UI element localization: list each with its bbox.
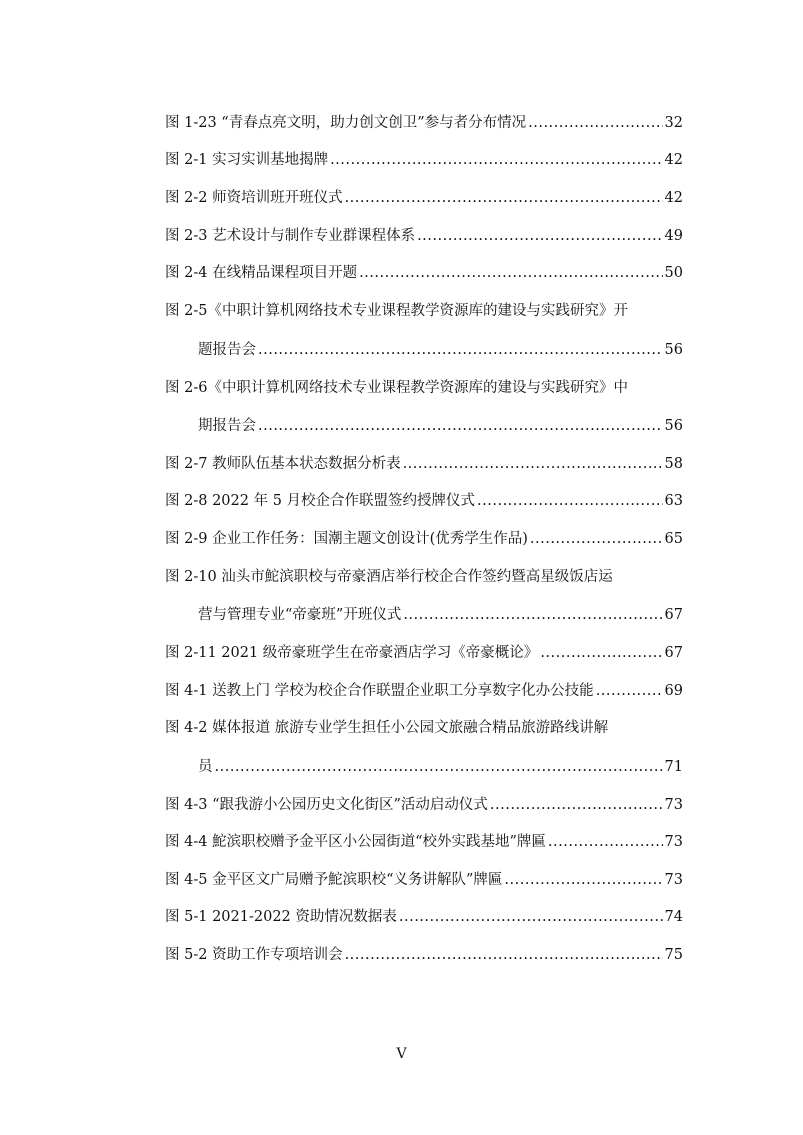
- entry-label: 图 2-2 师资培训班开班仪式: [165, 190, 343, 206]
- toc-entry-continuation[interactable]: [198, 339, 683, 361]
- entry-page: 63: [664, 493, 683, 509]
- toc-entry[interactable]: [165, 794, 683, 816]
- dot-leader: [417, 225, 662, 247]
- entry-label: 图 4-5 金平区文广局赠予鮀滨职校“义务讲解队”牌匾: [165, 872, 503, 888]
- entry-label: 员: [198, 759, 213, 775]
- toc-entry[interactable]: [165, 869, 683, 891]
- entry-page: 73: [664, 834, 683, 850]
- entry-label: 图 2-3 艺术设计与制作专业群课程体系: [165, 228, 416, 244]
- entry-page: 73: [664, 797, 683, 813]
- entry-label: 图 2-11 2021 级帝豪班学生在帝豪酒店学习《帝豪概论》: [165, 645, 539, 661]
- dot-leader: [345, 944, 663, 966]
- entry-label: 图 2-7 教师队伍基本状态数据分析表: [165, 456, 401, 472]
- entry-label: 图 4-4 鮀滨职校赠予金平区小公园街道“校外实践基地”牌匾: [165, 834, 546, 850]
- entry-label: 图 2-6《中职计算机网络技术专业课程教学资源库的建设与实践研究》中: [165, 380, 628, 396]
- entry-page: 58: [664, 456, 683, 472]
- toc-entry[interactable]: [165, 187, 683, 209]
- dot-leader: [540, 642, 662, 664]
- toc-entry[interactable]: [165, 149, 683, 171]
- entry-page: 49: [664, 228, 683, 244]
- entry-page: 42: [664, 190, 683, 206]
- toc-entry[interactable]: [165, 642, 683, 664]
- dot-leader: [528, 112, 662, 134]
- toc-entry[interactable]: [165, 490, 683, 512]
- dot-leader: [258, 415, 663, 437]
- entry-label: 图 2-9 企业工作任务：国潮主题文创设计(优秀学生作品): [165, 531, 528, 547]
- entry-page: 71: [664, 759, 683, 775]
- dot-leader: [258, 339, 663, 361]
- entry-page: 50: [664, 265, 683, 281]
- dot-leader: [215, 756, 663, 778]
- toc-entry[interactable]: [165, 680, 683, 702]
- entry-label: 图 4-1 送教上门 学校为校企合作联盟企业职工分享数字化办公技能: [165, 683, 594, 699]
- entry-page: 74: [664, 909, 683, 925]
- entry-page: 42: [664, 152, 683, 168]
- toc-entry[interactable]: [165, 944, 683, 966]
- toc-entry[interactable]: [165, 225, 683, 247]
- entry-label: 图 1-23 “青春点亮文明，助力创文创卫”参与者分布情况: [165, 115, 527, 131]
- dot-leader: [403, 453, 663, 475]
- entry-label: 图 2-8 2022 年 5 月校企合作联盟签约授牌仪式: [165, 493, 476, 509]
- entry-label: 图 5-1 2021-2022 资助情况数据表: [165, 909, 397, 925]
- entry-page: 75: [664, 947, 683, 963]
- dot-leader: [399, 906, 663, 928]
- toc-entry-continuation[interactable]: [198, 756, 683, 778]
- toc-entry[interactable]: [165, 262, 683, 284]
- entry-label: 图 2-5《中职计算机网络技术专业课程教学资源库的建设与实践研究》开: [165, 303, 628, 319]
- dot-leader: [596, 680, 663, 702]
- dot-leader: [359, 262, 662, 284]
- entry-label: 营与管理专业“帝豪班”开班仪式: [198, 607, 402, 623]
- page-folio: V: [396, 1046, 407, 1062]
- dot-leader: [403, 604, 662, 626]
- entry-label: 图 4-2 媒体报道 旅游专业学生担任小公园文旅融合精品旅游路线讲解: [165, 720, 609, 736]
- dot-leader: [477, 490, 663, 512]
- dot-leader: [530, 528, 663, 550]
- entry-label: 图 2-1 实习实训基地揭牌: [165, 152, 329, 168]
- entry-page: 32: [664, 115, 683, 131]
- entry-label: 期报告会: [198, 418, 256, 434]
- entry-page: 67: [664, 645, 683, 661]
- entry-page: 69: [664, 683, 683, 699]
- entry-page: 56: [664, 418, 683, 434]
- entry-page: 67: [664, 607, 683, 623]
- entry-label: 图 2-4 在线精品课程项目开题: [165, 265, 358, 281]
- toc-entry[interactable]: [165, 300, 683, 322]
- dot-leader: [504, 869, 662, 891]
- toc-entry[interactable]: [165, 717, 683, 739]
- toc-entry[interactable]: [165, 831, 683, 853]
- entry-label: 图 2-10 汕头市鮀滨职校与帝豪酒店举行校企合作签约暨高星级饭店运: [165, 569, 613, 585]
- dot-leader: [490, 794, 663, 816]
- entry-page: 56: [664, 342, 683, 358]
- entry-page: 65: [664, 531, 683, 547]
- toc-entry[interactable]: [165, 377, 683, 399]
- entry-page: 73: [664, 872, 683, 888]
- entry-label: 图 5-2 资助工作专项培训会: [165, 947, 343, 963]
- entry-label: 图 4-3 “跟我游小公园历史文化街区”活动启动仪式: [165, 797, 488, 813]
- toc-entry[interactable]: [165, 453, 683, 475]
- toc-entry[interactable]: [165, 528, 683, 550]
- entry-label: 题报告会: [198, 342, 256, 358]
- toc-entry-continuation[interactable]: [198, 415, 683, 437]
- dot-leader: [330, 149, 662, 171]
- dot-leader: [548, 831, 663, 853]
- toc-entry[interactable]: [165, 112, 683, 134]
- toc-entry[interactable]: [165, 566, 683, 588]
- toc-entry[interactable]: [165, 906, 683, 928]
- dot-leader: [345, 187, 663, 209]
- toc-entry-continuation[interactable]: [198, 604, 683, 626]
